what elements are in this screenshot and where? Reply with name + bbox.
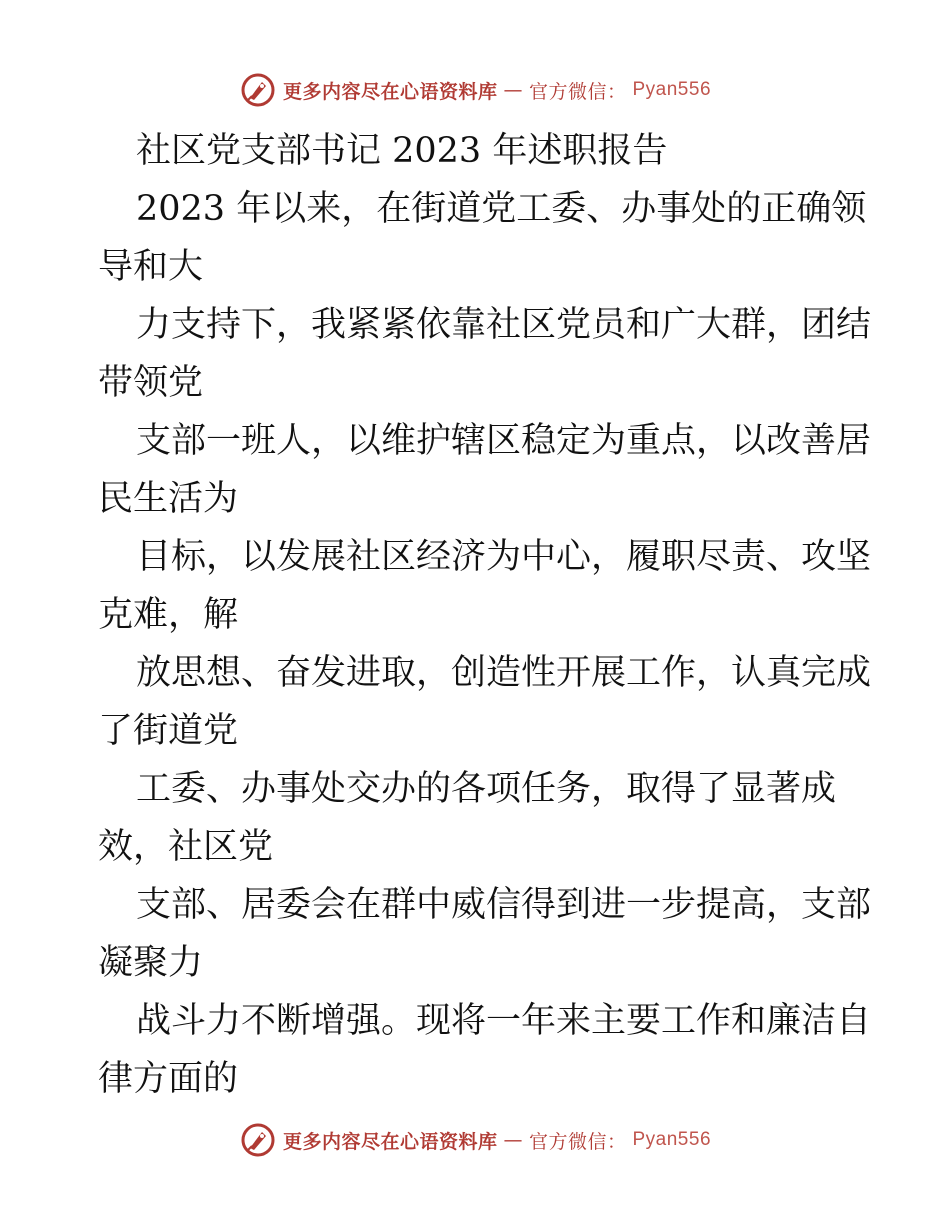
document-line: 支部一班人，以维护辖区稳定为重点，以改善居	[136, 421, 872, 461]
document-line: 目标，以发展社区经济为中心，履职尽责、攻坚	[136, 537, 872, 577]
document-line: 力支持下，我紧紧依靠社区党员和广大群，团结	[136, 305, 872, 345]
banner-dash: —	[503, 1129, 523, 1151]
banner-brand: 更多内容尽在心语资料库	[282, 80, 498, 103]
banner-wechat-label: 官方微信：	[528, 80, 627, 103]
banner-brand: 更多内容尽在心语资料库	[282, 1130, 498, 1153]
document-line: 凝聚力	[98, 943, 204, 983]
banner-wechat-id: Pyan556	[632, 79, 712, 100]
document-line: 了街道党	[98, 711, 239, 751]
pen-nib-circle-icon	[239, 71, 277, 109]
footer-banner	[0, 1120, 950, 1160]
document-line: 战斗力不断增强。现将一年来主要工作和廉洁自	[136, 1001, 872, 1041]
document-line: 2023 年以来，在街道党工委、办事处的正确领	[136, 189, 867, 229]
document-line: 支部、居委会在群中威信得到进一步提高，支部	[136, 885, 872, 925]
document-line: 律方面的	[98, 1059, 239, 1099]
banner-wechat-id: Pyan556	[632, 1129, 712, 1150]
document-line: 导和大	[98, 247, 204, 287]
document-line: 克难，解	[98, 595, 239, 635]
document-line: 工委、办事处交办的各项任务，取得了显著成	[136, 769, 837, 809]
document-line: 社区党支部书记 2023 年述职报告	[136, 131, 668, 171]
banner-dash: —	[503, 79, 523, 101]
pen-nib-circle-icon	[239, 1121, 277, 1159]
document-line: 放思想、奋发进取，创造性开展工作，认真完成	[136, 653, 872, 693]
document-line: 带领党	[98, 363, 204, 403]
document-line: 效，社区党	[98, 827, 274, 867]
document-body	[98, 122, 872, 1108]
document-line: 民生活为	[98, 479, 239, 519]
header-banner	[0, 70, 950, 110]
banner-wechat-label: 官方微信：	[528, 1130, 627, 1153]
